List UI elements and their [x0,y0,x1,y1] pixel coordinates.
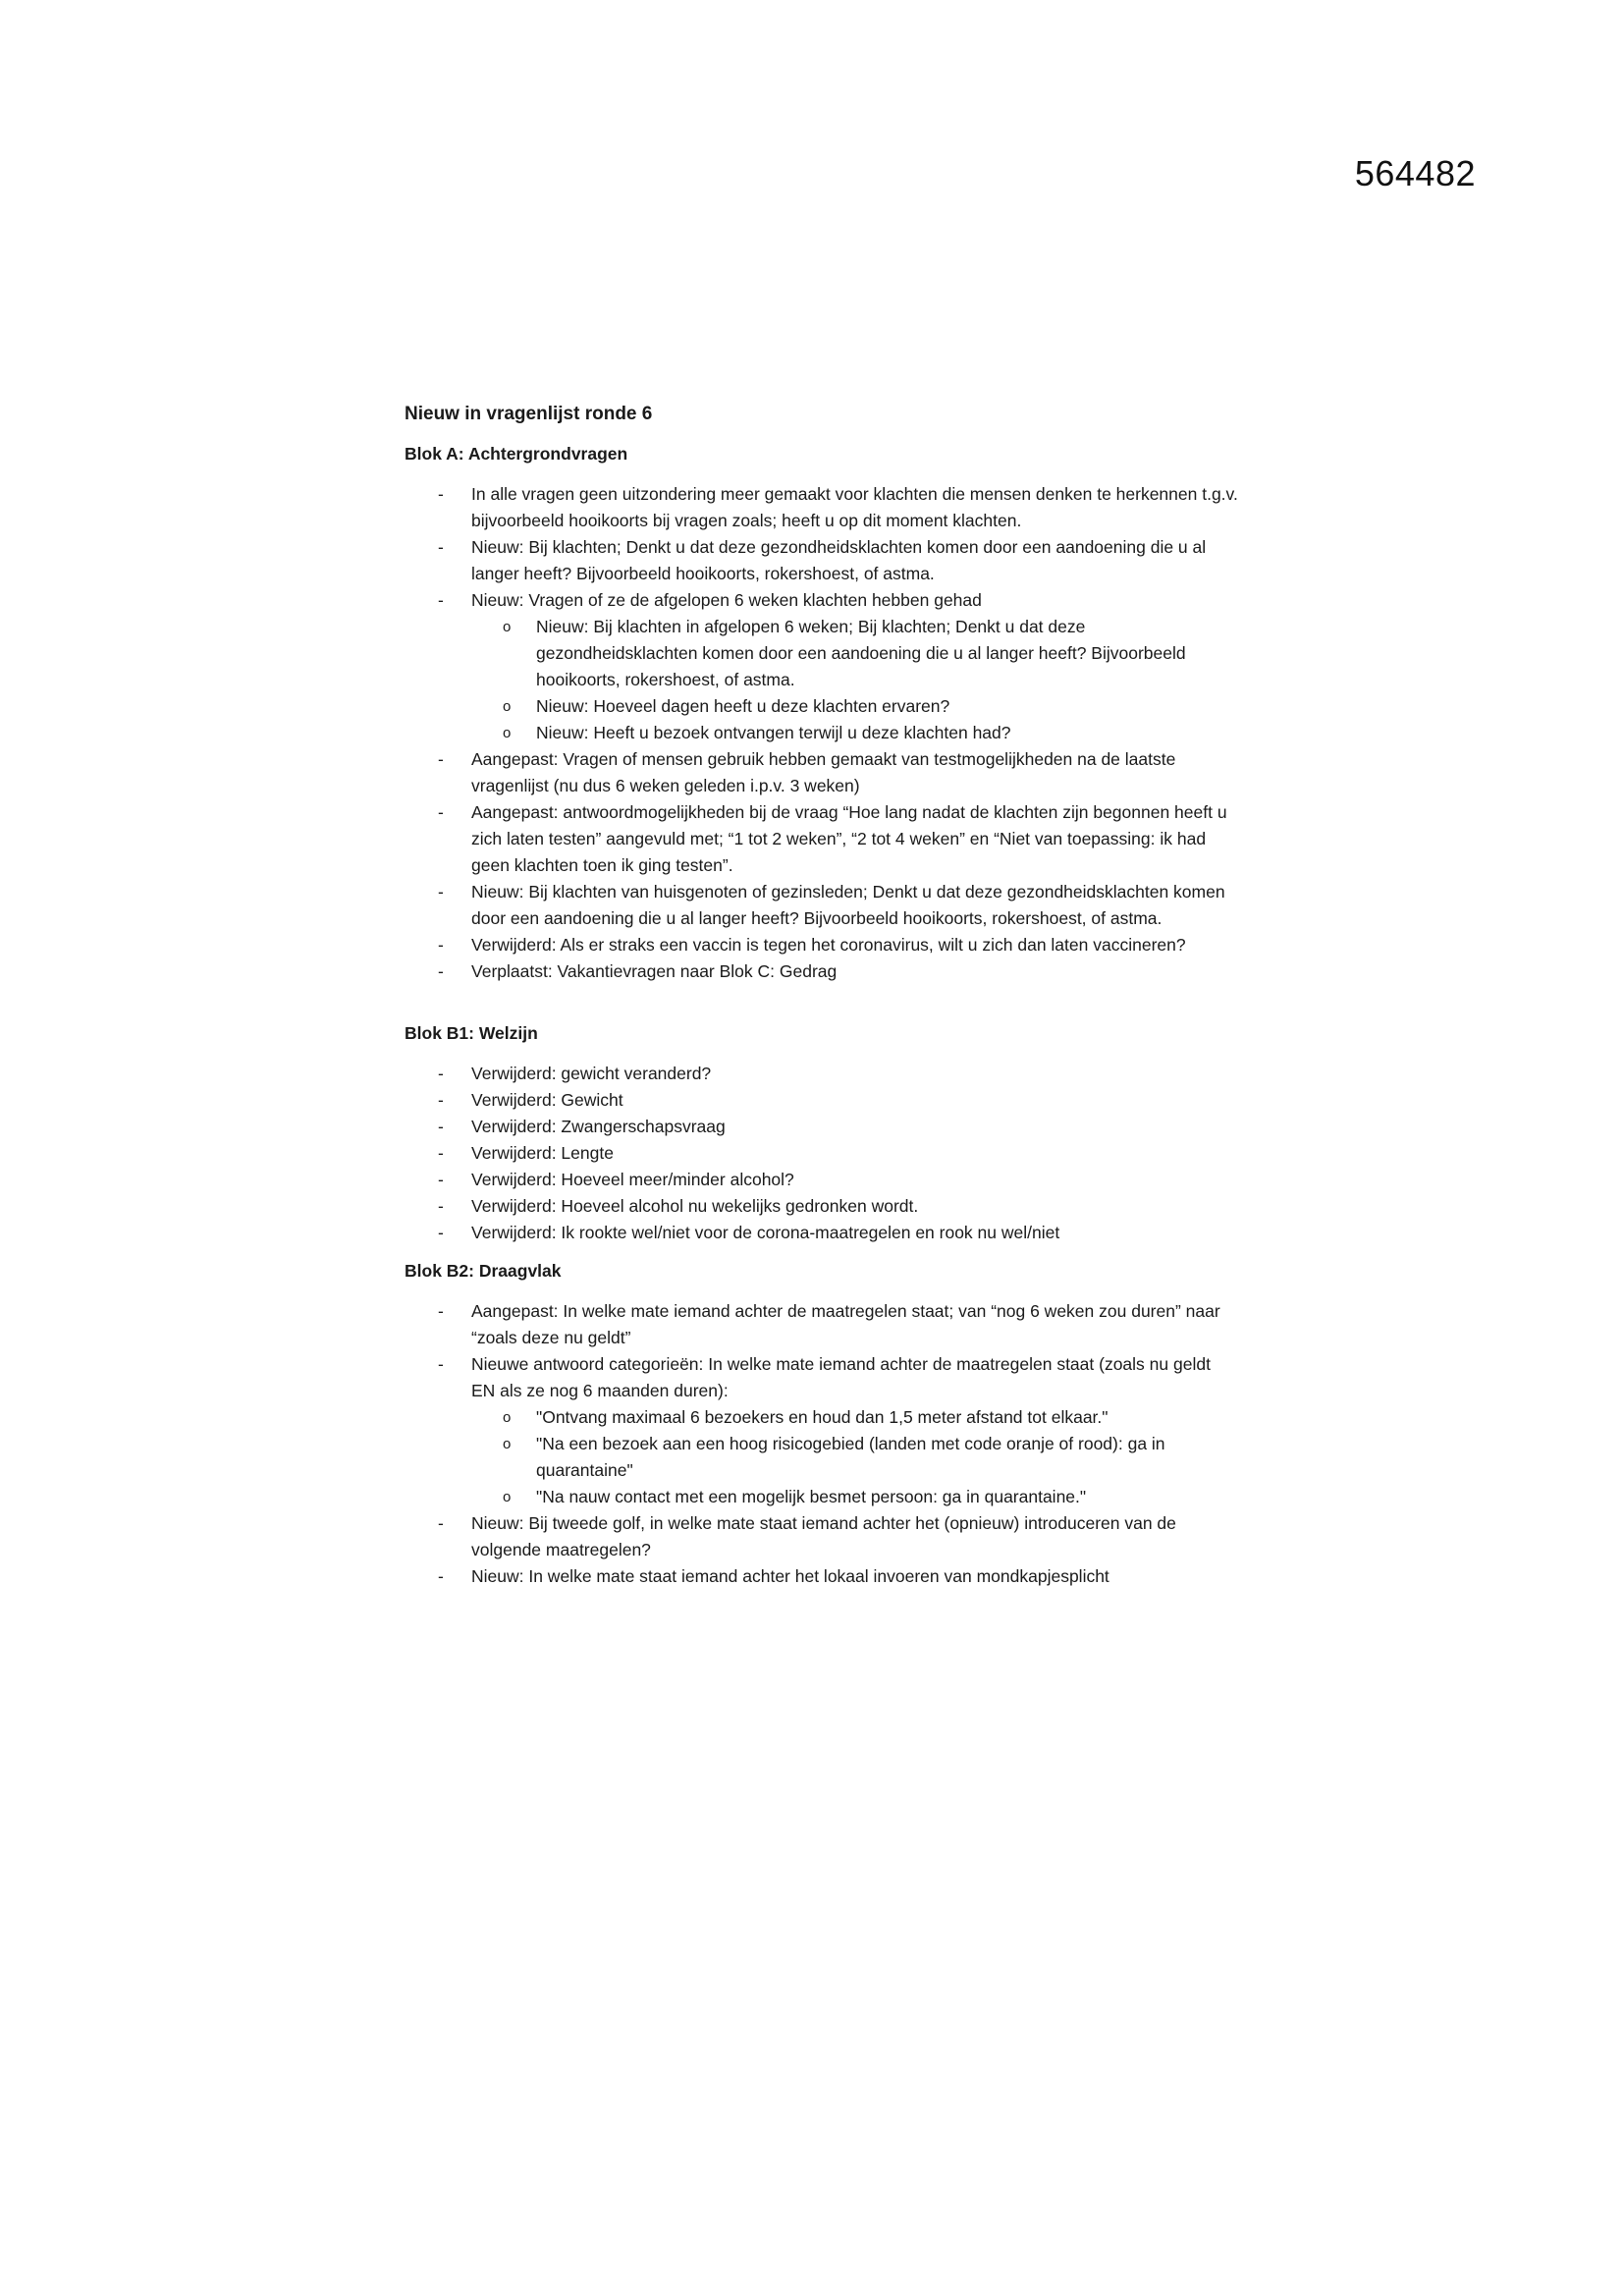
sub-list-item: o Nieuw: Heeft u bezoek ontvangen terwijl u deze klachten had? [471,720,1239,746]
list-item: - Aangepast: Vragen of mensen gebruik hebben gemaakt van testmogelijkheden na de laatste vragenlijst (nu dus 6 weken geleden i.p.v. 3 weken) [405,746,1239,799]
document-body [405,401,1239,1590]
section-heading-blok-b1: Blok B1: Welzijn [405,1023,538,1043]
document-title: Nieuw in vragenlijst ronde 6 [405,404,653,424]
list-item: - Nieuw: In welke mate staat iemand achter het lokaal invoeren van mondkapjesplicht [405,1563,1239,1590]
list-item: - In alle vragen geen uitzondering meer gemaakt voor klachten die mensen denken te herkennen t.g.v. bijvoorbeeld hooikoorts bij vragen zoals; heeft u op dit moment klachten. [405,481,1239,534]
document-number: 564482 [1354,153,1476,193]
sub-bullet-list [471,1404,1239,1510]
list-item: - Verwijderd: Hoeveel alcohol nu wekelijks gedronken wordt. [405,1193,1239,1220]
sub-list-item: o "Na een bezoek aan een hoog risicogebied (landen met code oranje of rood): ga in quarantaine" [471,1431,1239,1484]
section-heading-blok-b2: Blok B2: Draagvlak [405,1261,562,1281]
list-item: - Nieuw: Vragen of ze de afgelopen 6 weken klachten hebben gehad o Nieuw: Bij klachten in afgelopen 6 weken; Bij klachten; Denkt u dat deze gezondheidsklachten komen door een aandoening die u al langer heeft? Bijvoorbeeld hooikoorts, rokershoest, of astma. o Nieuw: Hoeveel dagen heeft u deze klachten ervaren? o Nieuw: Heeft u bezoek ontvangen terwijl u deze klachten had? [405,587,1239,746]
list-item: - Verwijderd: Lengte [405,1140,1239,1167]
list-item: - Nieuwe antwoord categorieën: In welke mate iemand achter de maatregelen staat (zoals nu geldt EN als ze nog 6 maanden duren): o "Ontvang maximaal 6 bezoekers en houd dan 1,5 meter afstand tot elkaar." o "Na een bezoek aan een hoog risicogebied (landen met code oranje of rood): ga in quarantaine" o "Na nauw contact met een mogelijk besmet persoon: ga in quarantaine." [405,1351,1239,1510]
list-item: - Nieuw: Bij klachten van huisgenoten of gezinsleden; Denkt u dat deze gezondheidsklachten komen door een aandoening die u al langer heeft? Bijvoorbeeld hooikoorts, rokershoest, of astma. [405,879,1239,932]
sub-bullet-list [471,614,1239,746]
section-heading-blok-a: Blok A: Achtergrondvragen [405,444,628,464]
list-item: - Aangepast: In welke mate iemand achter de maatregelen staat; van “nog 6 weken zou duren” naar “zoals deze nu geldt” [405,1298,1239,1351]
bullet-list-blok-b1 [405,1061,1239,1246]
list-item: - Aangepast: antwoordmogelijkheden bij de vraag “Hoe lang nadat de klachten zijn begonnen heeft u zich laten testen” aangevuld met; “1 tot 2 weken”, “2 tot 4 weken” en “Niet van toepassing: ik had geen klachten toen ik ging testen”. [405,799,1239,879]
list-item: - Verwijderd: gewicht veranderd? [405,1061,1239,1087]
list-item: - Verwijderd: Ik rookte wel/niet voor de corona-maatregelen en rook nu wel/niet [405,1220,1239,1246]
sub-list-item: o "Na nauw contact met een mogelijk besmet persoon: ga in quarantaine." [471,1484,1239,1510]
bullet-list-blok-b2 [405,1298,1239,1590]
list-item: - Verwijderd: Hoeveel meer/minder alcohol? [405,1167,1239,1193]
sub-list-item: o "Ontvang maximaal 6 bezoekers en houd dan 1,5 meter afstand tot elkaar." [471,1404,1239,1431]
bullet-list-blok-a [405,481,1239,985]
list-item: - Nieuw: Bij klachten; Denkt u dat deze gezondheidsklachten komen door een aandoening die u al langer heeft? Bijvoorbeeld hooikoorts, rokershoest, of astma. [405,534,1239,587]
list-item: - Nieuw: Bij tweede golf, in welke mate staat iemand achter het (opnieuw) introduceren van de volgende maatregelen? [405,1510,1239,1563]
list-item: - Verwijderd: Als er straks een vaccin is tegen het coronavirus, wilt u zich dan laten vaccineren? [405,932,1239,958]
list-item: - Verwijderd: Zwangerschapsvraag [405,1114,1239,1140]
sub-list-item: o Nieuw: Bij klachten in afgelopen 6 weken; Bij klachten; Denkt u dat deze gezondheidsklachten komen door een aandoening die u al langer heeft? Bijvoorbeeld hooikoorts, rokershoest, of astma. [471,614,1239,693]
list-item: - Verplaatst: Vakantievragen naar Blok C: Gedrag [405,958,1239,985]
list-item: - Verwijderd: Gewicht [405,1087,1239,1114]
sub-list-item: o Nieuw: Hoeveel dagen heeft u deze klachten ervaren? [471,693,1239,720]
